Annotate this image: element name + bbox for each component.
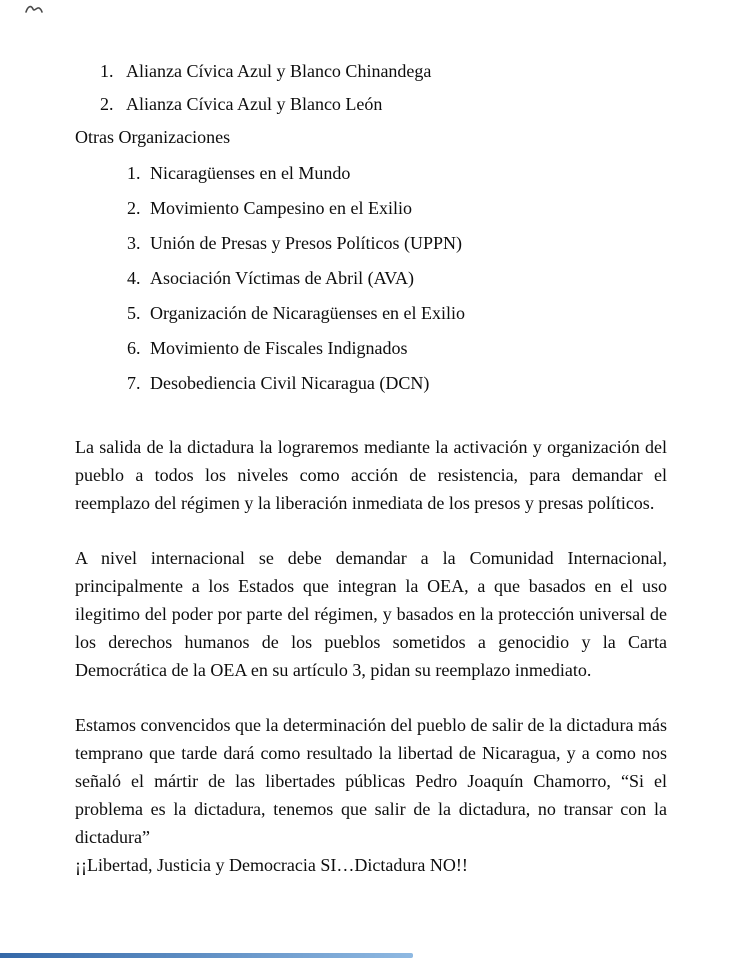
item-text: Nicaragüenses en el Mundo	[150, 163, 351, 183]
list-item	[100, 59, 667, 84]
item-text: Movimiento de Fiscales Indignados	[150, 338, 408, 358]
item-number: 4.	[127, 268, 141, 288]
item-text: Movimiento Campesino en el Exilio	[150, 198, 412, 218]
paragraph-salida-dictadura: La salida de la dictadura la lograremos mediante la activación y organización del pueblo a todos los niveles como acción de resistencia, para demandar el reemplazo del régimen y la liberación inmediata de los presos y presas políticos.	[75, 437, 667, 513]
civic-alliance-list	[100, 59, 667, 117]
list-item	[127, 196, 667, 221]
item-number: 1.	[127, 163, 141, 183]
item-text: Unión de Presas y Presos Políticos (UPPN)	[150, 233, 463, 253]
other-organizations-heading: Otras Organizaciones	[75, 127, 231, 147]
item-number: 5.	[127, 303, 141, 323]
closing-slogan: ¡¡Libertad, Justicia y Democracia SI…Dictadura NO!!	[75, 855, 468, 875]
item-number: 6.	[127, 338, 141, 358]
corner-ink-mark-icon	[24, 3, 44, 16]
item-number: 7.	[127, 373, 141, 393]
list-item	[127, 231, 667, 256]
paragraph-estamos-convencidos: Estamos convencidos que la determinación del pueblo de salir de la dictadura más temprano que tarde dará como resultado la libertad de Nicaragua, y a como nos señaló el mártir de las libertades públicas Pedro Joaquín Chamorro, “Si el problema es la dictadura, tenemos que salir de la dictadura, no transar con la dictadura”	[75, 715, 667, 847]
list-item	[100, 92, 667, 117]
item-number: 2.	[127, 198, 141, 218]
item-number: 2.	[100, 94, 114, 114]
item-text: Organización de Nicaragüenses en el Exilio	[150, 303, 466, 323]
other-organizations-list	[127, 161, 667, 396]
list-item	[127, 371, 667, 396]
list-item	[127, 301, 667, 326]
item-text: Alianza Cívica Azul y Blanco Chinandega	[126, 61, 432, 81]
item-text: Alianza Cívica Azul y Blanco León	[126, 94, 383, 114]
list-item	[127, 161, 667, 186]
item-text: Asociación Víctimas de Abril (AVA)	[150, 268, 414, 288]
list-item	[127, 336, 667, 361]
item-number: 3.	[127, 233, 141, 253]
progress-bar	[0, 953, 413, 958]
list-item	[127, 266, 667, 291]
item-number: 1.	[100, 61, 114, 81]
paragraph-nivel-internacional: A nivel internacional se debe demandar a la Comunidad Internacional, principalmente a los Estados que integran la OEA, a que basados en el uso ilegitimo del poder por parte del régimen, y basados en la protección universal de los derechos humanos de los pueblos sometidos a genocidio y la Carta Democrática de la OEA en su artículo 3, pidan su reemplazo inmediato.	[75, 548, 667, 680]
item-text: Desobediencia Civil Nicaragua (DCN)	[150, 373, 430, 393]
